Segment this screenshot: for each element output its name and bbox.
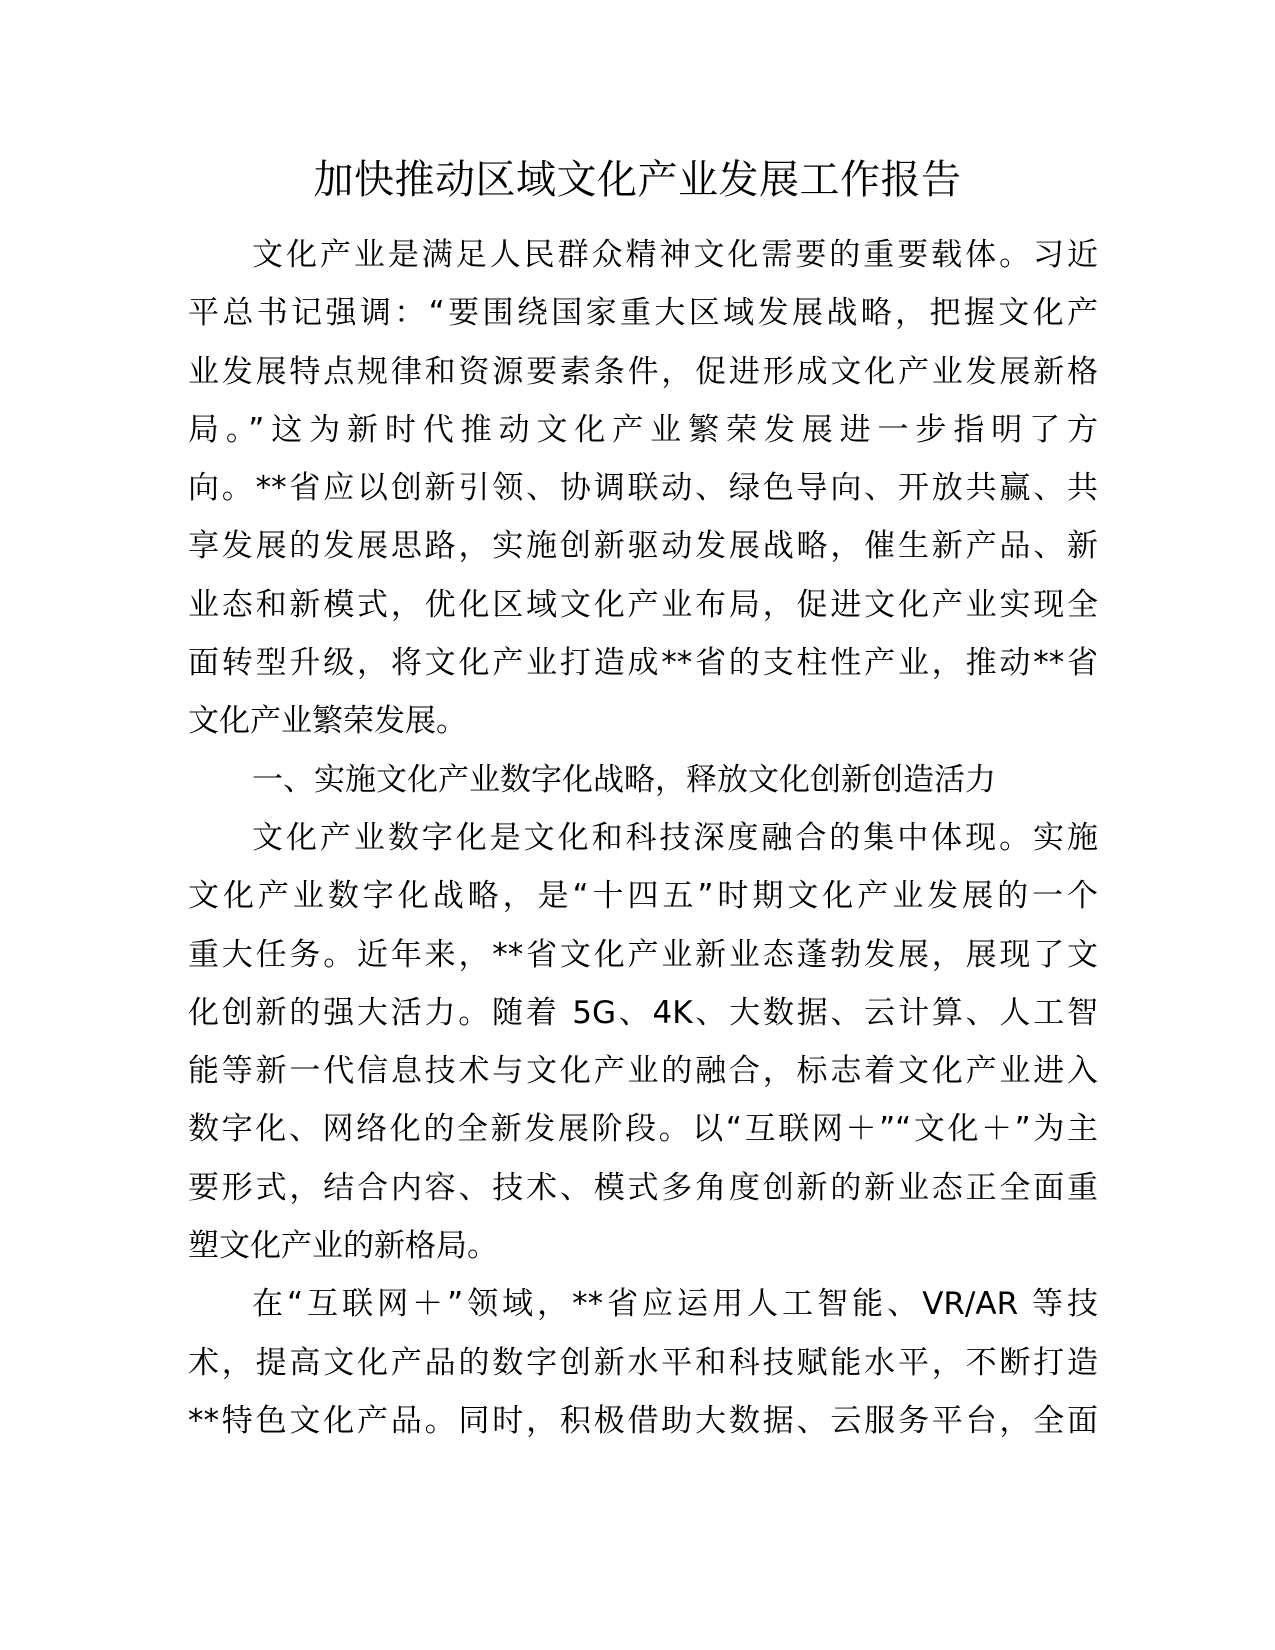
text-line: **特色文化产品。同时，积极借助大数据、云服务平台，全面 [188,1402,1098,1439]
text-line: 享发展的发展思路，实施创新驱动发展战略，催生新产品、新 [188,528,1098,565]
text-line: 平总书记强调：“要围绕国家重大区域发展战略，把握文化产 [188,295,1098,332]
text-line: 能等新一代信息技术与文化产业的融合，标志着文化产业进入 [188,1053,1098,1090]
text-line: 面转型升级，将文化产业打造成**省的支柱性产业，推动**省 [188,645,1098,682]
text-line: 术，提高文化产品的数字创新水平和科技赋能水平，不断打造 [188,1344,1098,1381]
text-line: 在“互联网＋”领域，**省应运用人工智能、VR/AR 等技 [252,1286,1098,1323]
text-line: 重大任务。近年来，**省文化产业新业态蓬勃发展，展现了文 [188,936,1098,973]
text-line: 化创新的强大活力。随着 5G、4K、大数据、云计算、人工智 [188,994,1098,1031]
text-line: 业发展特点规律和资源要素条件，促进形成文化产业发展新格 [188,353,1098,390]
text-line: 向。**省应以创新引领、协调联动、绿色导向、开放共赢、共 [188,470,1098,507]
section-heading-1 [188,751,1098,809]
document-body [188,226,1098,1450]
text-line: 文化产业数字化是文化和科技深度融合的集中体现。实施 [252,819,1098,856]
text-line: 文化产业繁荣发展。 [188,703,467,740]
text-line: 要形式，结合内容、技术、模式多角度创新的新业态正全面重 [188,1169,1098,1206]
text-line: 一、实施文化产业数字化战略，释放文化创新创造活力 [252,761,996,798]
text-line: 局。”这为新时代推动文化产业繁荣发展进一步指明了方 [188,411,1098,448]
text-line: 塑文化产业的新格局。 [188,1228,498,1265]
paragraph-digitalization [188,809,1098,1275]
paragraph-internet-plus [188,1275,1098,1450]
text-line: 业态和新模式，优化区域文化产业布局，促进文化产业实现全 [188,586,1098,623]
paragraph-intro [188,226,1098,751]
text-line: 文化产业数字化战略，是“十四五”时期文化产业发展的一个 [188,878,1098,915]
document-title: 加快推动区域文化产业发展工作报告 [313,157,962,203]
text-line: 数字化、网络化的全新发展阶段。以“互联网＋”“文化＋”为主 [188,1111,1098,1148]
text-line: 文化产业是满足人民群众精神文化需要的重要载体。习近 [252,237,1098,273]
